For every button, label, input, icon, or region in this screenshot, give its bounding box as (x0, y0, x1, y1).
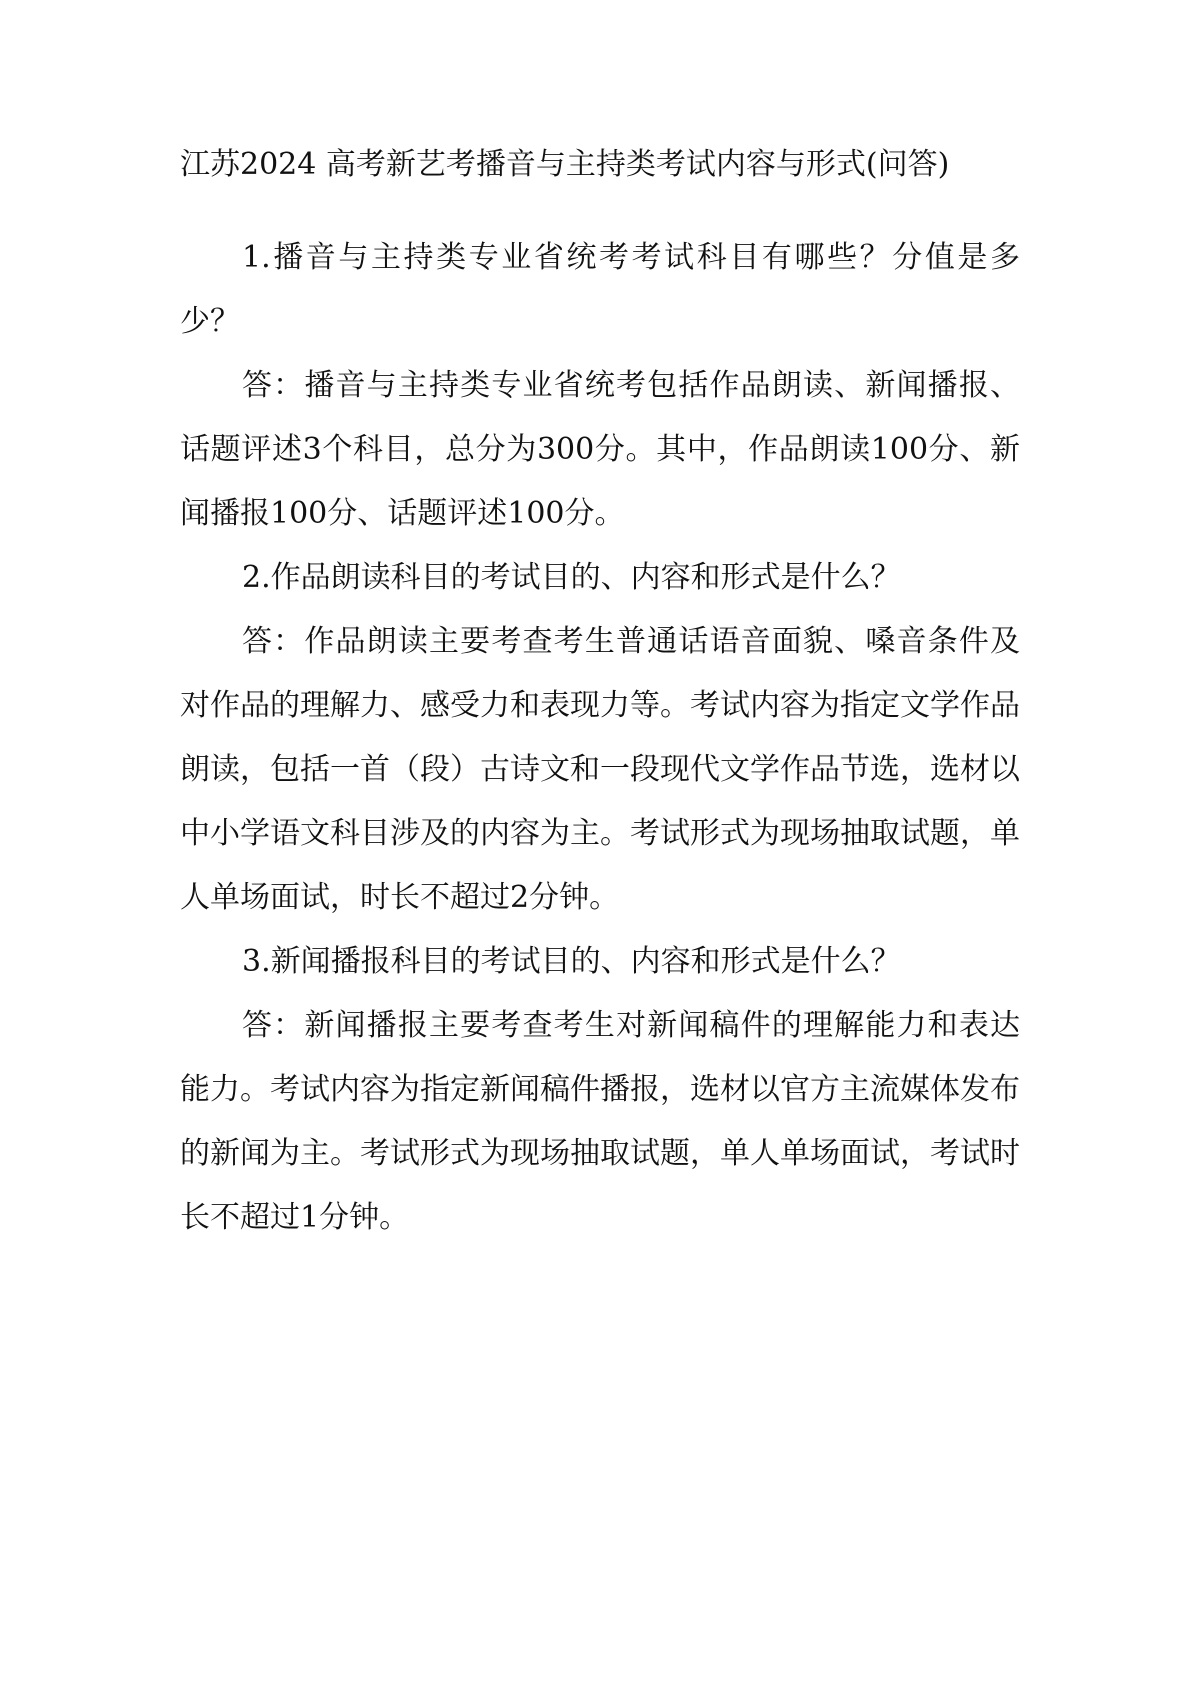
question-3: 3.新闻播报科目的考试目的、内容和形式是什么？ (242, 944, 901, 979)
answer-1: 答：播音与主持类专业省统考包括作品朗读、新闻播报、话题评述3个科目，总分为300分。其中，作品朗读100分、新闻播报100分、话题评述100分。 (180, 368, 1020, 531)
document-title: 江苏2024 高考新艺考播音与主持类考试内容与形式(问答) (180, 147, 950, 182)
answer-3: 答：新闻播报主要考查考生对新闻稿件的理解能力和表达能力。考试内容为指定新闻稿件播报，选材以官方主流媒体发布的新闻为主。考试形式为现场抽取试题，单人单场面试，考试时长不超过1分钟。 (180, 1008, 1020, 1235)
question-1: 1.播音与主持类专业省统考考试科目有哪些？分值是多少？ (180, 240, 1020, 339)
question-2: 2.作品朗读科目的考试目的、内容和形式是什么？ (242, 560, 901, 595)
document-body (180, 140, 1020, 1250)
answer-2: 答：作品朗读主要考查考生普通话语音面貌、嗓音条件及对作品的理解力、感受力和表现力等。考试内容为指定文学作品朗读，包括一首（段）古诗文和一段现代文学作品节选，选材以中小学语文科目涉及的内容为主。考试形式为现场抽取试题，单人单场面试，时长不超过2分钟。 (180, 624, 1020, 915)
